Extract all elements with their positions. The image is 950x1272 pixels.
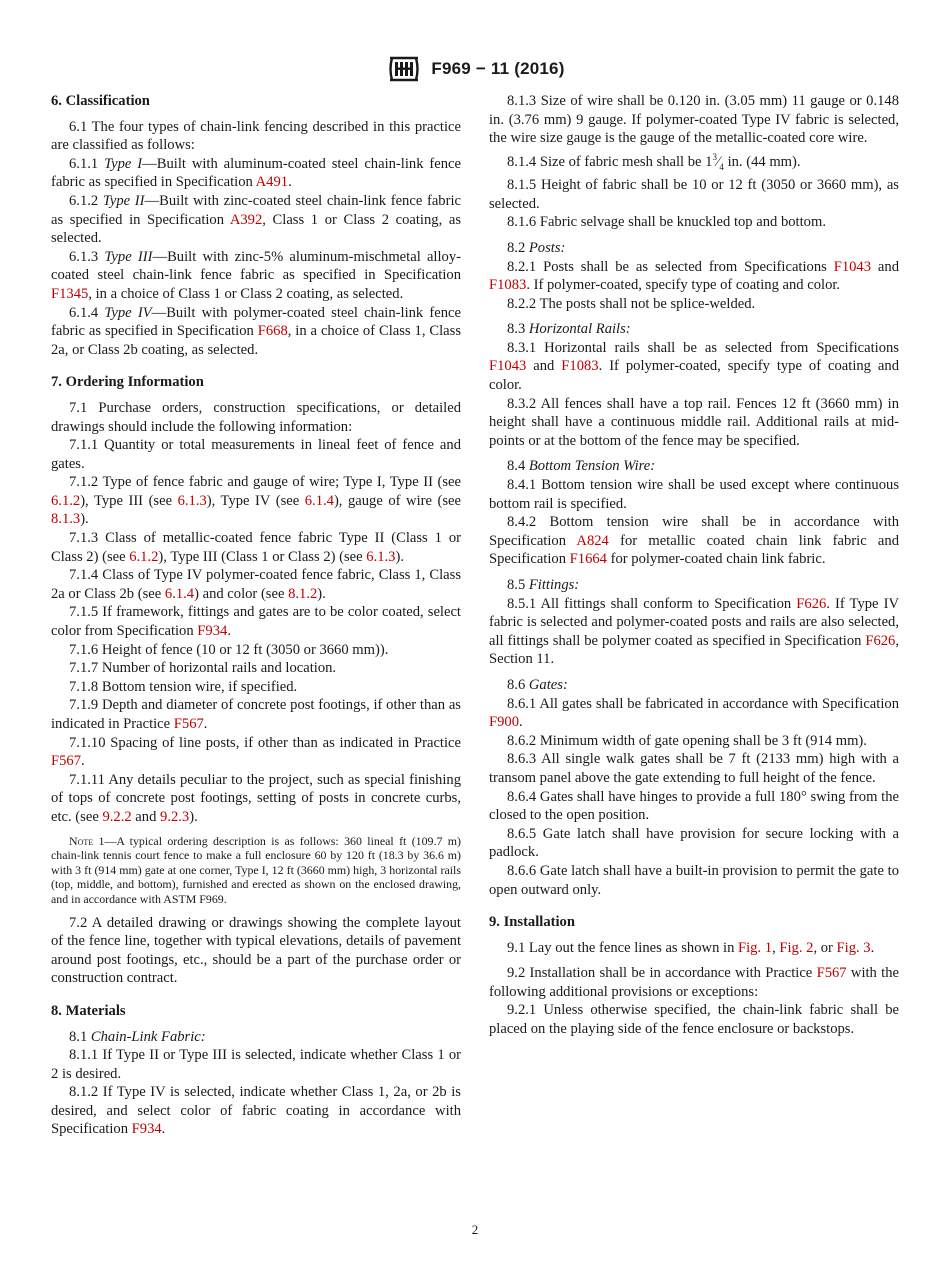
paragraph-6-1-4: 6.1.4 Type IV—Built with polymer-coated steel chain-link fence fabric as specified in Specification F668, in a choice of Class 1, Class 2a, or Class 2b coating, as selected. [51, 304, 461, 358]
paragraph-8-1-3: 8.1.3 Size of wire shall be 0.120 in. (3.05 mm) 11 gauge or 0.148 in. (3.76 mm) 9 gauge. If polymer-coated Type IV fabric is selected, the wire size gauge is the gauge of the metallic-coated core wire. [489, 93, 899, 147]
ref-fig-1-link[interactable]: Fig. 1 [738, 939, 773, 956]
ref-a824-link[interactable]: A824 [576, 532, 609, 549]
paragraph-8-6: 8.6 Gates: [507, 676, 568, 693]
paragraph-8-3-2: 8.3.2 All fences shall have a top rail. Fences 12 ft (3660 mm) in height shall have a continuous middle rail. Additional rails at mid-points or at the bottom of the fence may be specified. [489, 395, 899, 449]
ref-f567-link[interactable]: F567 [816, 965, 847, 982]
paragraph-8-6-1: 8.6.1 All gates shall be fabricated in accordance with Specification F900. [489, 695, 899, 731]
paragraph-7-1-8: 7.1.8 Bottom tension wire, if specified. [69, 678, 298, 695]
paragraph-8-6-5: 8.6.5 Gate latch shall have provision for secure locking with a padlock. [489, 825, 899, 861]
paragraph-6-1-2: 6.1.2 Type II—Built with zinc-coated steel chain-link fence fabric as specified in Specification A392, Class 1 or Class 2 coating, as selected. [51, 192, 461, 247]
paragraph-8-1: 8.1 Chain-Link Fabric: [69, 1028, 206, 1045]
paragraph-8-3-1: 8.3.1 Horizontal rails shall be as selected from Specifications F1043 and F1083. If polymer-coated, specify type of coating and color. [489, 339, 899, 394]
ref-f934-link[interactable]: F934 [131, 1121, 162, 1138]
ref-fig-3-link[interactable]: Fig. 3 [836, 939, 871, 956]
ref-f626-link[interactable]: F626 [796, 595, 827, 612]
paragraph-6-1: 6.1 The four types of chain-link fencing described in this practice are classified as follows: [51, 118, 461, 154]
section-8-title: 8. Materials [51, 1002, 126, 1019]
paragraph-8-5-1: 8.5.1 All fittings shall conform to Specification F626. If Type IV fabric is selected and polymer-coated posts and rails are also selected, all fittings shall be polymer coated as specified in Specification F626, Section 11. [489, 595, 899, 668]
paragraph-8-6-4: 8.6.4 Gates shall have hinges to provide a full 180° swing from the closed to the open position. [489, 788, 899, 824]
paragraph-8-4: 8.4 Bottom Tension Wire: [507, 458, 656, 475]
astm-logo-icon [385, 52, 423, 86]
ref-f1083-link[interactable]: F1083 [561, 358, 599, 375]
paragraph-9-2: 9.2 Installation shall be in accordance with Practice F567 with the following additional provisions or exceptions: [489, 965, 899, 1000]
paragraph-8-2-1: 8.2.1 Posts shall be as selected from Specifications F1043 and F1083. If polymer-coated, specify type of coating and color. [489, 258, 899, 294]
ref-f934-link[interactable]: F934 [197, 623, 228, 640]
standard-title: F969 − 11 (2016) [431, 59, 565, 78]
paragraph-6-1-3: 6.1.3 Type III—Built with zinc-5% aluminum-mischmetal alloy-coated steel chain-link fence fabric as specified in Specification F1345, in a choice of Class 1 or Class 2 coating, as selected. [51, 248, 461, 302]
paragraph-8-4-1: 8.4.1 Bottom tension wire shall be used except where continuous bottom rail is specified. [489, 477, 899, 512]
page-number: 2 [471, 1222, 479, 1237]
paragraph-7-1-7: 7.1.7 Number of horizontal rails and location. [69, 660, 337, 677]
ref-6-1-4-link[interactable]: 6.1.4 [164, 585, 195, 602]
paragraph-8-6-6: 8.6.6 Gate latch shall have a built-in provision to permit the gate to open outward only. [489, 862, 899, 898]
paragraph-8-1-5: 8.1.5 Height of fabric shall be 10 or 12 ft (3050 or 3660 mm), as selected. [489, 177, 899, 212]
ref-f626-link[interactable]: F626 [865, 632, 896, 649]
ref-f1083-link[interactable]: F1083 [489, 277, 527, 294]
paragraph-7-1-2: 7.1.2 Type of fence fabric and gauge of wire; Type I, Type II (see 6.1.2), Type III (see 6.1.3), Type IV (see 6.1.4), gauge of wire (see 8.1.3). [51, 474, 461, 528]
paragraph-8-1-6: 8.1.6 Fabric selvage shall be knuckled top and bottom. [507, 214, 826, 231]
section-9-title: 9. Installation [489, 914, 575, 931]
ref-a491-link[interactable]: A491 [255, 174, 289, 191]
paragraph-7-1-1: 7.1.1 Quantity or total measurements in lineal feet of fence and gates. [51, 437, 461, 472]
paragraph-8-2-2: 8.2.2 The posts shall not be splice-welded. [507, 295, 756, 312]
ref-6-1-3-link[interactable]: 6.1.3 [366, 548, 396, 565]
ref-f900-link[interactable]: F900 [489, 714, 520, 731]
right-column [489, 92, 899, 1039]
note-1: Note 1—A typical ordering description is as follows: 360 lineal ft (109.7 m) chain-link tennis court fence to make a full enclosure 60 by 120 ft (18.3 by 36.6 m) with 3 ft (914 mm) gate at one corner, Type I, 12 ft (3660 mm) high, 3 horizontal rails (top, middle, and bottom), furnished and erected as shown on the enclosed drawing, and in accordance with ASTM F969. [51, 833, 461, 906]
ref-fig-2-link[interactable]: Fig. 2 [779, 939, 814, 956]
ref-f567-link[interactable]: F567 [51, 753, 82, 770]
section-7-title: 7. Ordering Information [51, 374, 204, 391]
page-header [0, 52, 950, 86]
paragraph-8-3: 8.3 Horizontal Rails: [507, 321, 631, 338]
paragraph-9-1: 9.1 Lay out the fence lines as shown in Fig. 1, Fig. 2, or Fig. 3. [507, 939, 875, 956]
paragraph-8-1-4: 8.1.4 Size of fabric mesh shall be $1^3⁄_4$ in. (44 mm). [507, 151, 801, 172]
paragraph-8-6-2: 8.6.2 Minimum width of gate opening shall be 3 ft (914 mm). [507, 732, 867, 749]
ref-8-1-2-link[interactable]: 8.1.2 [288, 585, 318, 602]
ref-f567-link[interactable]: F567 [173, 716, 204, 732]
paragraph-9-2-1: 9.2.1 Unless otherwise specified, the chain-link fabric shall be placed on the playing side of the fence enclosure or backstops. [489, 1002, 899, 1038]
ref-9-2-3-link[interactable]: 9.2.3 [160, 808, 190, 825]
ref-6-1-3-link[interactable]: 6.1.3 [177, 492, 207, 509]
paragraph-8-6-3: 8.6.3 All single walk gates shall be 7 ft (2133 mm) high with a transom panel above the gate extending to full height of the fence. [489, 751, 899, 786]
paragraph-8-1-2: 8.1.2 If Type IV is selected, indicate whether Class 1, 2a, or 2b is desired, and select color of fabric coating in accordance with Specification F934. [51, 1084, 461, 1138]
section-6-title: 6. Classification [51, 93, 150, 109]
ref-8-1-3-link[interactable]: 8.1.3 [51, 511, 81, 528]
paragraph-7-1: 7.1 Purchase orders, construction specifications, or detailed drawings should include the following information: [51, 399, 461, 435]
paragraph-7-1-11: 7.1.11 Any details peculiar to the project, such as special finishing of tops of concrete post footings, setting of posts in concrete curbs, etc. (see 9.2.2 and 9.2.3). [51, 771, 461, 825]
ref-f1043-link[interactable]: F1043 [833, 258, 872, 275]
ref-9-2-2-link[interactable]: 9.2.2 [102, 808, 132, 825]
left-column [51, 92, 461, 1139]
paragraph-6-1-1: 6.1.1 Type I—Built with aluminum-coated steel chain-link fence fabric as specified in Specification A491. [51, 155, 461, 191]
paragraph-7-1-4: 7.1.4 Class of Type IV polymer-coated fence fabric, Class 1, Class 2a or Class 2b (see 6.1.4) and color (see 8.1.2). [51, 567, 461, 602]
ref-f1345-link[interactable]: F1345 [51, 285, 89, 302]
paragraph-8-4-2: 8.4.2 Bottom tension wire shall be in accordance with Specification A824 for metallic coated chain link fabric and Specification F1664 for polymer-coated chain link fabric. [489, 514, 899, 568]
paragraph-8-2: 8.2 Posts: [507, 239, 566, 256]
paragraph-8-1-1: 8.1.1 If Type II or Type III is selected, indicate whether Class 1 or 2 is desired. [51, 1047, 461, 1082]
ref-f1043-link[interactable]: F1043 [489, 358, 527, 375]
paragraph-7-1-6: 7.1.6 Height of fence (10 or 12 ft (3050 or 3660 mm)). [69, 641, 389, 658]
paragraph-7-1-10: 7.1.10 Spacing of line posts, if other than as indicated in Practice F567. [51, 734, 461, 770]
ref-a392-link[interactable]: A392 [229, 211, 263, 228]
ref-f1664-link[interactable]: F1664 [569, 551, 607, 568]
ref-f668-link[interactable]: F668 [257, 323, 288, 340]
ref-6-1-4-link[interactable]: 6.1.4 [304, 492, 334, 509]
paragraph-7-1-9: 7.1.9 Depth and diameter of concrete post footings, if other than as indicated in Practice F567. [51, 697, 461, 732]
ref-6-1-2-link[interactable]: 6.1.2 [51, 492, 81, 509]
paragraph-8-5: 8.5 Fittings: [507, 577, 580, 594]
ref-6-1-2-link[interactable]: 6.1.2 [129, 548, 159, 565]
paragraph-7-1-5: 7.1.5 If framework, fittings and gates are to be color coated, select color from Specification F934. [51, 604, 461, 640]
paragraph-7-2: 7.2 A detailed drawing or drawings showing the complete layout of the fence line, together with typical elevations, details of pavement around post footings, etc., should be a part of the purchase order or construction contract. [51, 914, 461, 987]
paragraph-7-1-3: 7.1.3 Class of metallic-coated fence fabric Type II (Class 1 or Class 2) (see 6.1.2), Type III (Class 1 or Class 2) (see 6.1.3). [51, 530, 461, 565]
